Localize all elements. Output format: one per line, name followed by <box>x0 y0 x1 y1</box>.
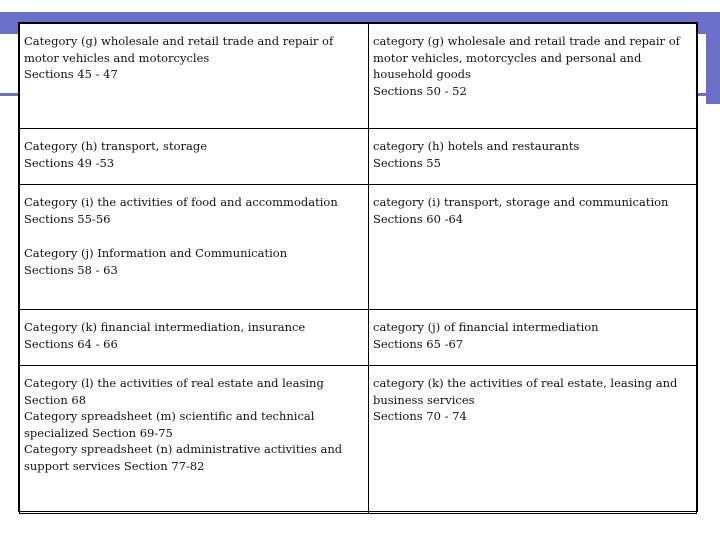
category-i-text: Category (i) the activities of food and accommodation Sections 55-56 <box>24 195 338 226</box>
new-category-cell <box>20 185 369 310</box>
new-category-cell: Category (l) the activities of real estate and leasing Section 68 Category spreadsheet (m) scientific and technical specialized Section 69-75 Category spreadsheet (n) administrative activities and support services Section 77-82 <box>20 366 369 514</box>
old-category-cell: category (h) hotels and restaurants Sections 55 <box>369 129 697 185</box>
table-row <box>20 24 697 129</box>
table-row <box>20 310 697 366</box>
table-row <box>20 185 697 310</box>
category-comparison-table <box>18 22 698 512</box>
table-row <box>20 129 697 185</box>
category-j-text: Category (j) Information and Communication Sections 58 - 63 <box>24 246 288 277</box>
new-category-cell: Category (h) transport, storage Sections 49 -53 <box>20 129 369 185</box>
old-category-cell: category (i) transport, storage and communication Sections 60 -64 <box>369 185 697 310</box>
old-category-cell: category (g) wholesale and retail trade and repair of motor vehicles, motorcycles and personal and household goods Sections 50 - 52 <box>369 24 697 129</box>
old-category-cell: category (k) the activities of real estate, leasing and business services Sections 70 - 74 <box>369 366 697 514</box>
comparison-table-grid <box>19 23 697 514</box>
new-category-cell: Category (g) wholesale and retail trade and repair of motor vehicles and motorcycles Sections 45 - 47 <box>20 24 369 129</box>
slide-corner <box>680 0 720 12</box>
new-category-cell: Category (k) financial intermediation, insurance Sections 64 - 66 <box>20 310 369 366</box>
table-row <box>20 366 697 514</box>
slide-side-bar <box>706 12 720 104</box>
old-category-cell: category (j) of financial intermediation Sections 65 -67 <box>369 310 697 366</box>
